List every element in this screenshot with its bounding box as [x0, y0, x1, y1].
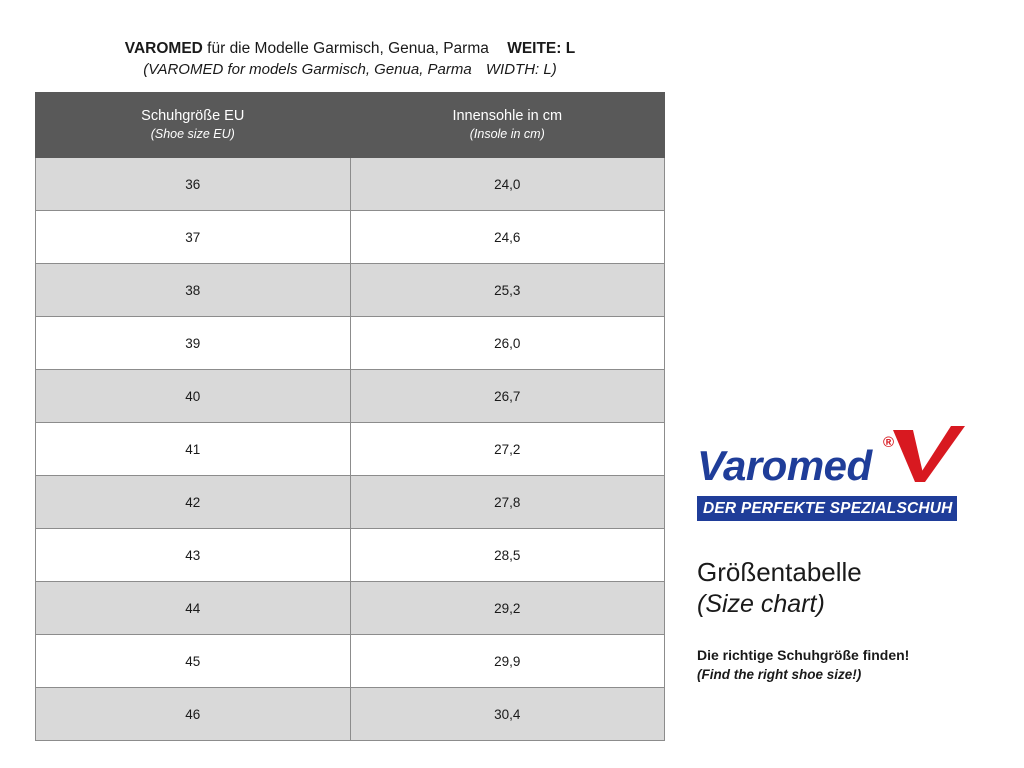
heading-models-en: (VAROMED for models Garmisch, Genua, Parma — [143, 61, 472, 78]
table-row — [36, 317, 665, 370]
table-row — [36, 158, 665, 211]
cell-insole: 29,2 — [350, 582, 665, 635]
column-header-shoe-size-en: (Shoe size EU) — [150, 127, 235, 141]
heading-width-en: WIDTH: L) — [485, 61, 557, 78]
table-header — [36, 93, 665, 158]
heading-brand: VAROMED — [124, 40, 203, 57]
logo-wordmark: Varomed — [697, 442, 872, 489]
table-row — [36, 582, 665, 635]
varomed-logo — [697, 420, 965, 520]
cell-shoe-size: 39 — [36, 317, 351, 370]
cell-shoe-size: 36 — [36, 158, 351, 211]
brand-panel — [697, 420, 997, 684]
table-row — [36, 529, 665, 582]
cell-shoe-size: 41 — [36, 423, 351, 476]
table-body — [36, 158, 665, 741]
column-header-shoe-size — [36, 93, 351, 158]
panel-title-en: (Size chart) — [697, 590, 825, 618]
size-chart-table — [35, 92, 665, 741]
table-row — [36, 264, 665, 317]
table-row — [36, 211, 665, 264]
panel-subtitle-de: Die richtige Schuhgröße finden! — [697, 647, 910, 663]
table-row — [36, 635, 665, 688]
table-row — [36, 370, 665, 423]
page-heading — [35, 38, 665, 80]
logo-tagline: DER PERFEKTE SPEZIALSCHUH — [697, 496, 957, 521]
cell-shoe-size: 40 — [36, 370, 351, 423]
cell-insole: 24,0 — [350, 158, 665, 211]
cell-shoe-size: 42 — [36, 476, 351, 529]
cell-insole: 26,7 — [350, 370, 665, 423]
cell-shoe-size: 38 — [36, 264, 351, 317]
table-row — [36, 423, 665, 476]
cell-shoe-size: 46 — [36, 688, 351, 741]
heading-line-en — [35, 59, 665, 80]
panel-subtitle-en: (Find the right shoe size!) — [697, 667, 862, 682]
column-header-insole — [350, 93, 665, 158]
panel-title-de: Größentabelle — [697, 557, 862, 587]
checkmark-v-icon — [889, 424, 969, 486]
cell-insole: 30,4 — [350, 688, 665, 741]
cell-insole: 24,6 — [350, 211, 665, 264]
column-header-insole-de: Innensohle in cm — [452, 108, 563, 124]
cell-shoe-size: 43 — [36, 529, 351, 582]
cell-insole: 27,8 — [350, 476, 665, 529]
cell-insole: 28,5 — [350, 529, 665, 582]
registered-trademark-icon: ® — [883, 434, 895, 451]
cell-insole: 27,2 — [350, 423, 665, 476]
cell-insole: 25,3 — [350, 264, 665, 317]
table-header-row — [36, 93, 665, 158]
table-row — [36, 688, 665, 741]
heading-width-de: WEITE: L — [507, 40, 576, 57]
heading-models: für die Modelle Garmisch, Genua, Parma — [207, 40, 489, 57]
cell-insole: 26,0 — [350, 317, 665, 370]
cell-insole: 29,9 — [350, 635, 665, 688]
column-header-insole-en: (Insole in cm) — [469, 127, 545, 141]
cell-shoe-size: 45 — [36, 635, 351, 688]
table-row — [36, 476, 665, 529]
cell-shoe-size: 44 — [36, 582, 351, 635]
cell-shoe-size: 37 — [36, 211, 351, 264]
column-header-shoe-size-de: Schuhgröße EU — [141, 108, 245, 124]
heading-line-de — [35, 38, 665, 59]
